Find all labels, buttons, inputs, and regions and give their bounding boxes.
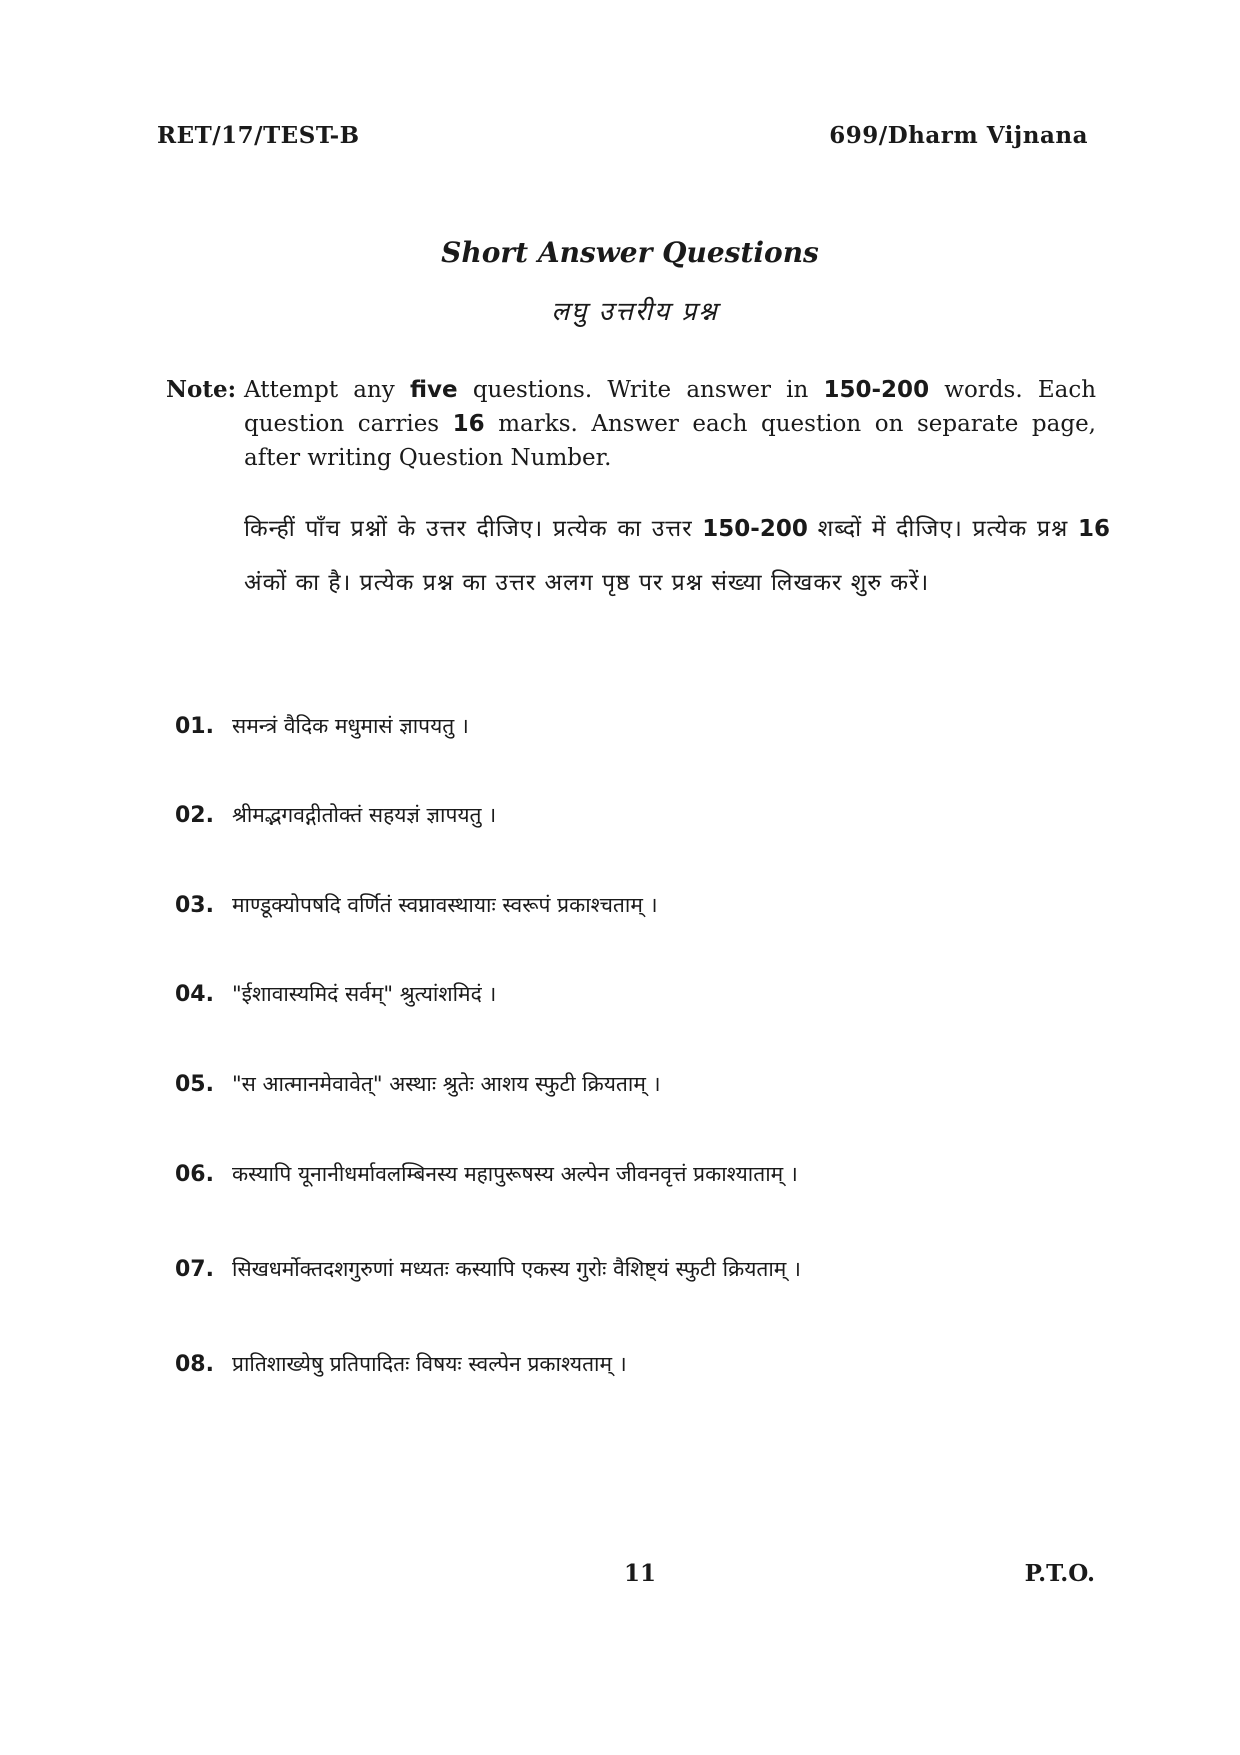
question-text: कस्यापि यूनानीधर्मावलम्बिनस्य महापुरूषस्य अल्पेन जीवनवृत्तं प्रकाश्याताम् । [232,1162,798,1186]
question-item [175,891,1135,919]
note-label: Note: [166,376,237,403]
question-text: समन्त्रं वैदिक मधुमासं ज्ञापयतु । [232,714,469,738]
question-item [175,801,1135,829]
question-number: 08. [175,1352,214,1377]
note-bold-count: five [409,377,458,403]
question-text: श्रीमद्भगवद्गीतोक्तं सहयज्ञं ज्ञापयतु । [232,803,497,827]
question-number: 02. [175,803,214,828]
question-item [175,1350,1135,1378]
question-text: सिखधर्मोक्तदशगुरुणां मध्यतः कस्यापि एकस्य गुरोः वैशिष्ट्यं स्फुटी क्रियताम् । [232,1257,801,1281]
question-text: प्रातिशाख्येषु प्रतिपादितः विषयः स्वल्पेन प्रकाश्यताम् । [232,1352,627,1376]
question-item [175,1160,1135,1188]
note-text-segment: marks. Answer each question on separate page, after writing Question Number. [244,411,1096,471]
note-text [244,373,1096,475]
note-bold-words: 150-200 [823,377,930,403]
note-hi-segment: शब्दों में दीजिए। प्रत्येक प्रश्न [807,516,1078,542]
question-number: 01. [175,714,214,739]
question-number: 07. [175,1257,214,1282]
question-number: 06. [175,1162,214,1187]
note-text-segment: Attempt any [244,377,410,403]
subject-code: 699/Dharm Vijnana [829,122,1088,149]
question-text: "स आत्मानमेवावेत्" अस्थाः श्रुतेः आशय स्फुटी क्रियताम् । [232,1072,661,1096]
page-number: 11 [623,1560,656,1587]
note-hi-bold-marks: 16 [1077,516,1110,542]
question-text: "ईशावास्यमिदं सर्वम्" श्रुत्यांशमिदं । [232,982,497,1006]
note-hi-bold-words: 150-200 [702,516,808,542]
note-text-segment: words. Each question carries [244,377,1097,437]
pto-marker: P.T.O. [1024,1560,1095,1587]
question-number: 03. [175,893,214,918]
instructions-hindi [244,502,1110,610]
question-item [175,1070,1135,1098]
question-number: 04. [175,982,214,1007]
note-hi-segment: अंकों का है। प्रत्येक प्रश्न का उत्तर अलग पृष्ठ पर प्रश्न संख्या लिखकर शुरु करें। [244,570,930,596]
note-hi-segment: किन्हीं पाँच प्रश्नों के उत्तर दीजिए। प्रत्येक का उत्तर [244,516,703,542]
question-number: 05. [175,1072,214,1097]
question-item [175,1255,1135,1283]
question-item [175,980,1135,1008]
question-item [175,712,1135,740]
instructions-english [166,373,1096,475]
section-subtitle-hindi: लघु उत्तरीय प्रश्न [551,297,719,327]
note-text-segment: questions. Write answer in [457,377,824,403]
paper-code: RET/17/TEST-B [157,122,360,149]
note-bold-marks: 16 [452,411,485,437]
section-title: Short Answer Questions [441,236,819,269]
question-text: माण्डूक्योपषदि वर्णितं स्वप्नावस्थायाः स्वरूपं प्रकाश्चताम् । [232,893,658,917]
